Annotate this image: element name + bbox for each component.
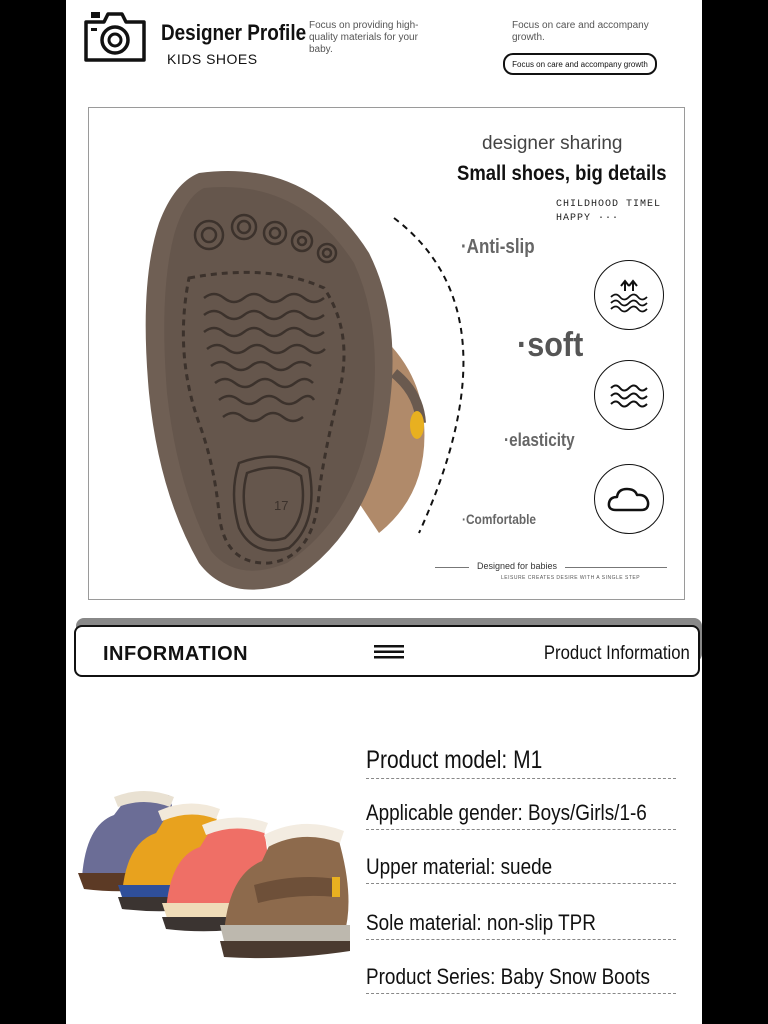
feature-elasticity: ·elasticity [504, 430, 575, 450]
camera-icon [82, 8, 148, 64]
product-information-label: Product Information [544, 643, 690, 664]
menu-icon [374, 645, 404, 659]
feature-anti-slip: ·Anti-slip [461, 236, 535, 258]
info-title: INFORMATION [103, 643, 249, 665]
waves-icon [594, 360, 664, 430]
spec-row [366, 746, 676, 779]
sole-size-mark: 17 [274, 498, 289, 513]
care-pill: Focus on care and accompany growth [503, 53, 657, 75]
feature-comfortable: ·Comfortable [462, 511, 537, 527]
spec-divider [366, 829, 676, 830]
spec-divider [366, 993, 676, 994]
brand-title: Designer Profile [161, 20, 307, 45]
info-bar [74, 625, 700, 677]
spec-divider [366, 883, 676, 884]
spec-divider [366, 939, 676, 940]
feature-soft: ·soft [517, 326, 584, 364]
footer-sub: LEISURE CREATES DESIRE WITH A SINGLE STEP [501, 575, 641, 581]
childhood-note: CHILDHOOD TIMEL HAPPY ··· [556, 199, 662, 224]
spec-gender: Applicable gender: Boys/Girls/1-6 [366, 800, 647, 825]
feature-panel [88, 107, 685, 600]
care-description: Focus on care and accompany growth. [512, 20, 649, 43]
spec-row [366, 854, 676, 884]
spec-series: Product Series: Baby Snow Boots [366, 964, 650, 989]
spec-row [366, 800, 676, 830]
spec-upper-material: Upper material: suede [366, 854, 553, 879]
spec-divider [366, 778, 676, 779]
spec-row [366, 964, 676, 994]
brand-subtitle: KIDS SHOES [167, 51, 258, 67]
spec-row [366, 910, 676, 940]
designer-sharing-title: Small shoes, big details [457, 162, 667, 185]
designer-sharing-label: designer sharing [482, 133, 623, 154]
cloud-icon [594, 464, 664, 534]
brand-description: Focus on providing high-quality materials for your baby. [309, 20, 419, 55]
product-page [66, 0, 702, 1024]
arrow-waves-icon [594, 260, 664, 330]
spec-sole-material: Sole material: non-slip TPR [366, 910, 596, 935]
boots-image [74, 785, 356, 960]
dashed-arc [389, 213, 509, 543]
spec-model: Product model: M1 [366, 746, 543, 774]
footer-label: Designed for babies [469, 561, 565, 571]
